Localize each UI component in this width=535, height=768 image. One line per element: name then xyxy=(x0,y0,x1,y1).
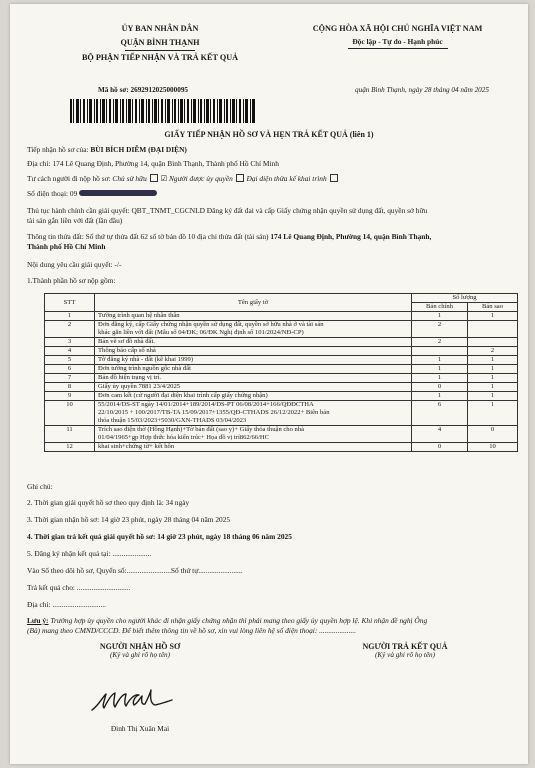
caution-label: Lưu ý: xyxy=(27,616,49,625)
submitter-label: Tư cách người đi nộp hồ sơ: xyxy=(27,174,113,183)
table-header-row xyxy=(45,294,518,303)
row-name xyxy=(95,392,412,401)
row-stt: 9 xyxy=(45,392,95,401)
row-copy xyxy=(468,321,518,338)
row-original: 1 xyxy=(412,312,468,321)
row-name-line: 01/04/1965+gp Hợp thức hóa kiến trúc+ Họa đồ vị trí862/66/HC xyxy=(98,434,270,441)
place-date: quận Bình Thạnh, ngày 28 tháng 04 năm 2025 xyxy=(355,86,489,94)
row-copy: 1 xyxy=(468,312,518,321)
table-row xyxy=(45,392,518,401)
components-table xyxy=(44,293,518,452)
header-left-line2: QUẬN BÌNH THẠNH xyxy=(120,38,200,47)
row-stt: 5 xyxy=(45,356,95,365)
note-3: 3. Thời gian nhận hồ sơ: 14 giờ 23 phút, ngày 28 tháng 04 năm 2025 xyxy=(27,515,231,524)
row-name xyxy=(95,374,412,383)
header-right-line1: CỘNG HÒA XÃ HỘI CHỦ NGHĨA VIỆT NAM xyxy=(312,24,483,33)
caution-line1 xyxy=(27,616,427,625)
procedure-line1: Thủ tục hành chính cần giải quyết: QBT_TNMT_CGCNLD Đăng ký đất đai và cấp Giấy chứng nhận quyền sử dụng đất, quyền sở hữu xyxy=(27,206,428,215)
row-name-line: Giấy ủy quyền 7881 23/4/2025 xyxy=(98,383,181,390)
receiver-label: Tiếp nhận hồ sơ của: xyxy=(27,145,91,154)
row-copy: 1 xyxy=(468,392,518,401)
row-name-line: Đơn đăng ký, cấp Giấy chứng nhận quyền sử dụng đất, quyền sở hữu nhà ở và tài sản xyxy=(98,321,324,328)
document-page xyxy=(10,4,528,764)
header-left-line1: ỦY BAN NHÂN DÂN xyxy=(121,24,199,33)
barcode xyxy=(70,99,255,123)
table-row xyxy=(45,356,518,365)
row-copy: 10 xyxy=(468,443,518,452)
row-stt: 12 xyxy=(45,443,95,452)
submitter-opt-authorized: Người được ủy quyền xyxy=(169,174,233,183)
row-stt: 11 xyxy=(45,426,95,443)
checkbox-heir-end[interactable] xyxy=(330,174,338,182)
components-title: 1.Thành phần hồ sơ nộp gồm: xyxy=(27,276,116,285)
row-original: 1 xyxy=(412,356,468,365)
row-name xyxy=(95,443,412,452)
request-line: Nội dung yêu cầu giải quyết: -/- xyxy=(27,260,122,269)
row-original: 1 xyxy=(412,365,468,374)
note-7: Trả kết quả cho: ............................. xyxy=(27,583,131,592)
parcel-info: Thông tin thửa đất: Số thứ tự thửa đất 62 số tờ bản đồ 10 địa chỉ thửa đất (tài sản) xyxy=(27,232,271,241)
row-original: 1 xyxy=(412,392,468,401)
row-name-line: khai sinh+chứng từ+ kết hôn xyxy=(98,443,175,450)
checkbox-authorized-checked-icon[interactable]: ☑ xyxy=(160,174,168,183)
header-right xyxy=(285,22,510,49)
row-copy: 1 xyxy=(468,383,518,392)
procedure-line2: tài sản gắn liền với đất (lần đầu) xyxy=(27,216,123,225)
row-stt: 2 xyxy=(45,321,95,338)
row-copy: 0 xyxy=(468,426,518,443)
row-name-line: Tờ đăng ký nhà - đất (kê khai 1999) xyxy=(98,356,194,363)
header-original: Bản chính xyxy=(412,303,468,312)
header-qty: Số lượng xyxy=(412,294,518,303)
table-row xyxy=(45,401,518,426)
submitter-opt-owner: Chủ sử hữu xyxy=(112,174,147,183)
row-copy: 1 xyxy=(468,374,518,383)
row-original: 0 xyxy=(412,383,468,392)
phone-prefix: 09 xyxy=(69,189,78,198)
row-name-line: Trích sao điện thờ (Hồng Hạnh)+Tờ bán đất (sao y)+ Giấy thỏa thuận cho nhà xyxy=(98,426,305,433)
table-row xyxy=(45,338,518,347)
note-6: Vào Sổ theo dõi hồ sơ, Quyển số:........................Số thứ tự........................ xyxy=(27,566,243,575)
row-stt: 1 xyxy=(45,312,95,321)
sign-right-title: NGƯỜI TRẢ KẾT QUẢ xyxy=(362,642,448,651)
row-name-line: Thông báo cấp số nhà xyxy=(98,347,156,354)
signature-image xyxy=(88,676,178,718)
sign-left-name: Đinh Thị Xuân Mai xyxy=(110,724,170,733)
row-name-line: Bản đồ hiện trạng vị trí. xyxy=(98,374,161,381)
table-row xyxy=(45,321,518,338)
header-copy: Bản sao xyxy=(468,303,518,312)
checkbox-heir[interactable] xyxy=(236,174,244,182)
note-4: 4. Thời gian trả kết quả giải quyết hồ sơ: 14 giờ 23 phút, ngày 18 tháng 06 năm 2025 xyxy=(27,532,292,541)
row-name-line: 55/2014/DS-ST ngày 14/01/2014+189/2014/DS-PT 06/08/2014+166/QĐĐCTHA xyxy=(98,401,314,408)
row-name xyxy=(95,356,412,365)
table-row xyxy=(45,383,518,392)
receiver-name: BÙI BÍCH DIỄM (ĐẠI DIỆN) xyxy=(90,145,187,154)
sign-right-block xyxy=(330,642,480,659)
row-name-line: Tường trình quan hệ nhân thân xyxy=(98,312,180,319)
row-original: 1 xyxy=(412,374,468,383)
row-copy: 1 xyxy=(468,356,518,365)
table-row xyxy=(45,365,518,374)
record-code: Mã hồ sơ: 2692912025000095 xyxy=(98,86,189,94)
checkbox-owner[interactable] xyxy=(150,174,158,182)
row-name-line: 22/10/2015 + 100/2017/TB-TA 15/09/2017+1355/QĐ-CTHADS 26/12/2022+ Biên bản xyxy=(98,409,330,416)
row-name xyxy=(95,401,412,426)
row-stt: 6 xyxy=(45,365,95,374)
note-2: 2. Thời gian giải quyết hồ sơ theo quy định là: 34 ngày xyxy=(27,498,190,507)
table-row xyxy=(45,443,518,452)
row-stt: 4 xyxy=(45,347,95,356)
parcel-line2: Thành phố Hồ Chí Minh xyxy=(27,242,106,251)
parcel-line1 xyxy=(27,232,431,241)
header-right-line2: Độc lập - Tự do - Hạnh phúc xyxy=(352,37,443,46)
header-left-line3: BỘ PHẬN TIẾP NHẬN VÀ TRẢ KẾT QUẢ xyxy=(81,53,239,62)
row-name-line: thỏa thuận 15/03/2023+5030/GXN-THADS 03/04/2023 xyxy=(98,417,247,424)
row-name-line: Đơn cam kết (cử người đại diện khai trình cấp giấy chứng nhận) xyxy=(98,392,268,399)
row-copy: 1 xyxy=(468,365,518,374)
row-original: 6 xyxy=(412,401,468,426)
header-stt: STT xyxy=(45,294,95,312)
parcel-address: 174 Lê Quang Định, Phường 14, quận Bình Thạnh, xyxy=(270,232,432,241)
row-name xyxy=(95,365,412,374)
row-original: 2 xyxy=(412,321,468,338)
phone-redaction xyxy=(79,190,157,196)
sign-right-sub: (Ký và ghi rõ họ tên) xyxy=(374,651,436,659)
table-row xyxy=(45,374,518,383)
row-name xyxy=(95,426,412,443)
submitter-line xyxy=(27,174,339,183)
caution-text1: Trường hợp ủy quyền cho người khác đi nhận giấy chứng nhận thì phải mang theo giấy ủy quyền hợp lệ. Khi nhận đề nghị Ông xyxy=(48,616,428,625)
row-stt: 10 xyxy=(45,401,95,426)
row-name-line: Bản vẽ sơ đồ nhà đất. xyxy=(98,338,155,345)
row-name xyxy=(95,338,412,347)
row-stt: 7 xyxy=(45,374,95,383)
table-row xyxy=(45,426,518,443)
row-name xyxy=(95,347,412,356)
sign-left-sub: (Ký và ghi rõ họ tên) xyxy=(109,651,171,659)
phone-line xyxy=(27,189,157,198)
row-name xyxy=(95,383,412,392)
row-original xyxy=(412,347,468,356)
row-copy xyxy=(468,338,518,347)
row-original: 4 xyxy=(412,426,468,443)
row-stt: 3 xyxy=(45,338,95,347)
header-name: Tên giấy tờ xyxy=(95,294,412,312)
row-name-line: khác gắn liền với đất (Mẫu số 04/ĐK; 06/ĐK Nghị định số 101/2024/NĐ-CP) xyxy=(98,329,304,336)
row-copy: 2 xyxy=(468,347,518,356)
receiver-line xyxy=(27,145,187,154)
header-right-underline xyxy=(348,48,448,49)
caution-line2: (Bà) mang theo CMND/CCCD. Để biết thêm thông tin về hồ sơ, xin vui lòng liên hệ số điện thoại: .................... xyxy=(27,626,357,635)
row-stt: 8 xyxy=(45,383,95,392)
note-5: 5. Đăng ký nhận kết quả tại: ..................... xyxy=(27,549,152,558)
table-row xyxy=(45,312,518,321)
address-line: Địa chỉ: 174 Lê Quang Định, Phường 14, quận Bình Thạnh, Thành phố Hồ Chí Minh xyxy=(27,159,279,168)
row-name xyxy=(95,312,412,321)
row-copy: 1 xyxy=(468,401,518,426)
row-name-line: Đơn tường trình nguồn gốc nhà đất xyxy=(98,365,191,372)
document-title: GIẤY TIẾP NHẬN HỒ SƠ VÀ HẸN TRẢ KẾT QUẢ (liên 1) xyxy=(164,130,374,139)
phone-label: Số điện thoại: xyxy=(27,189,70,198)
table-row xyxy=(45,347,518,356)
header-left xyxy=(60,22,260,65)
notes-title: Ghi chú: xyxy=(27,482,53,491)
row-original: 2 xyxy=(412,338,468,347)
sign-left-title: NGƯỜI NHẬN HỒ SƠ xyxy=(99,642,181,651)
note-8: Địa chỉ: ............................. xyxy=(27,600,107,609)
row-original: 0 xyxy=(412,443,468,452)
submitter-opt-heir: Đại diện thừa kế khai trình xyxy=(246,174,327,183)
sign-left-block xyxy=(65,642,215,659)
row-name xyxy=(95,321,412,338)
